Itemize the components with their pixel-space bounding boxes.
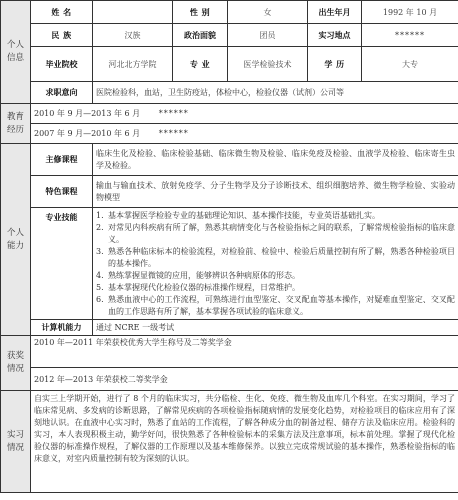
education-period: 2007 年 9 月—2010 年 6 月: [34, 129, 141, 138]
skills-list: [93, 208, 458, 320]
education-period: 2010 年 9 月—2013 年 6 月: [34, 109, 141, 118]
practice-location-label: 实习地点: [308, 24, 362, 47]
skill-text: 熟练掌握显微镜的应用，能够辨识各种病原体的形态。: [108, 271, 300, 280]
skill-number: 2.: [96, 223, 104, 232]
skill-text: 熟悉血液中心的工作流程，可熟练进行血型鉴定、交叉配血等基本操作，对疑难血型鉴定、交叉配血的工作思路有所了解，基本掌握各项试验的临床意义。: [108, 295, 455, 316]
job-intent-label: 求职意向: [31, 82, 93, 104]
skill-number: 4.: [96, 271, 104, 280]
internship-text: 自实三上学期开始，进行了 8 个月的临床实习，共分临检、生化、免疫、微生物及血库几个科室。在实习期间，学习了临床常见病、多发病的诊断思路，了解常见疾病的各项检验指标随病情的发展变化趋势，对检验项目的临床应用有了深刻地认识。在血液中心实习时，熟悉了血站的工作流程，了解各种成分血的制备过程、储存方法及临床应用。检验科的实习，本人表现积极主动，勤学好问，很快熟悉了各种检验标本的采集方法及注意事项，标本前处理。掌握了现代化检验仪器的标准操作规程，了解仪器的工作原理以及基本维修保养。以独立完成常规试验的基本操作，熟悉检验指标的临床意义，对室内质量控制有较为深刻的认识。: [31, 391, 458, 493]
skill-text: 熟悉各种临床标本的检验流程，对检验前、检验中、检验后质量控制有所了解，熟悉各种检验项目的基本操作。: [108, 247, 455, 268]
school-label: 毕业院校: [31, 47, 93, 82]
internship-section-label: 实习情况: [1, 391, 31, 493]
skill-item: [96, 294, 455, 318]
special-courses-label: 特色课程: [31, 176, 93, 208]
name-value: [93, 1, 173, 24]
computer-skill-value: 通过 NCRE 一级考试: [93, 320, 458, 336]
skill-number: 5.: [96, 283, 104, 292]
skill-number: 3.: [96, 247, 104, 256]
education-section-label: 教育经历: [1, 104, 31, 144]
gender-value: 女: [228, 1, 308, 24]
skill-item: [96, 210, 455, 222]
awards-section-label: 获奖情况: [1, 336, 31, 391]
award-item: 2012 年—2013 年荣获校二等奖学金: [31, 368, 458, 391]
birth-label: 出生年月: [308, 1, 362, 24]
education-school: ******: [158, 109, 189, 118]
ethnicity-label: 民 族: [31, 24, 93, 47]
main-courses-value: 临床生化及检验、临床检验基础、临床微生物及检验、临床免疫及检验、血液学及检验、临床寄生虫学及检验。: [93, 144, 458, 176]
degree-value: 大专: [362, 47, 458, 82]
politics-value: 团员: [228, 24, 308, 47]
main-courses-label: 主修课程: [31, 144, 93, 176]
computer-skill-label: 计算机能力: [31, 320, 93, 336]
skills-label: 专业技能: [31, 208, 93, 320]
school-value: 河北北方学院: [93, 47, 173, 82]
gender-label: 性 别: [173, 1, 228, 24]
degree-label: 学 历: [308, 47, 362, 82]
skill-item: [96, 270, 455, 282]
education-row: [31, 124, 458, 144]
ability-section-label: 个人能力: [1, 144, 31, 336]
skill-number: 1.: [96, 211, 104, 220]
skill-text: 对常见内科疾病有所了解，熟悉其病情变化与各检验指标之间的联系，了解常规检验指标的临床意义。: [108, 223, 455, 244]
skill-item: [96, 282, 455, 294]
ethnicity-value: 汉族: [93, 24, 173, 47]
birth-value: 1992 年 10 月: [362, 1, 458, 24]
skill-text: 基本掌握现代化检验仪器的标准操作规程，日常维护。: [108, 283, 300, 292]
education-row: [31, 104, 458, 124]
award-item: 2010 年—2011 年荣获校优秀大学生称号及二等奖学金: [31, 336, 458, 368]
job-intent-value: 医院检验科，血站，卫生防疫站，体检中心，检验仪器（试剂）公司等: [93, 82, 458, 104]
skill-item: [96, 246, 455, 270]
major-label: 专 业: [173, 47, 228, 82]
skill-number: 6.: [96, 295, 104, 304]
education-school: ******: [158, 129, 189, 138]
personal-section-label: 个人信息: [1, 1, 31, 104]
major-value: 医学检验技术: [228, 47, 308, 82]
name-label: 姓 名: [31, 1, 93, 24]
skill-item: [96, 222, 455, 246]
special-courses-value: 输血与输血技术、放射免疫学、分子生物学及分子诊断技术、组织细胞培养、微生物学检验、实验动物模型: [93, 176, 458, 208]
practice-location-value: ******: [362, 24, 458, 47]
politics-label: 政治面貌: [173, 24, 228, 47]
skill-text: 基本掌握医学检验专业的基础理论知识、基本操作技能，专业英语基础扎实。: [108, 211, 380, 220]
